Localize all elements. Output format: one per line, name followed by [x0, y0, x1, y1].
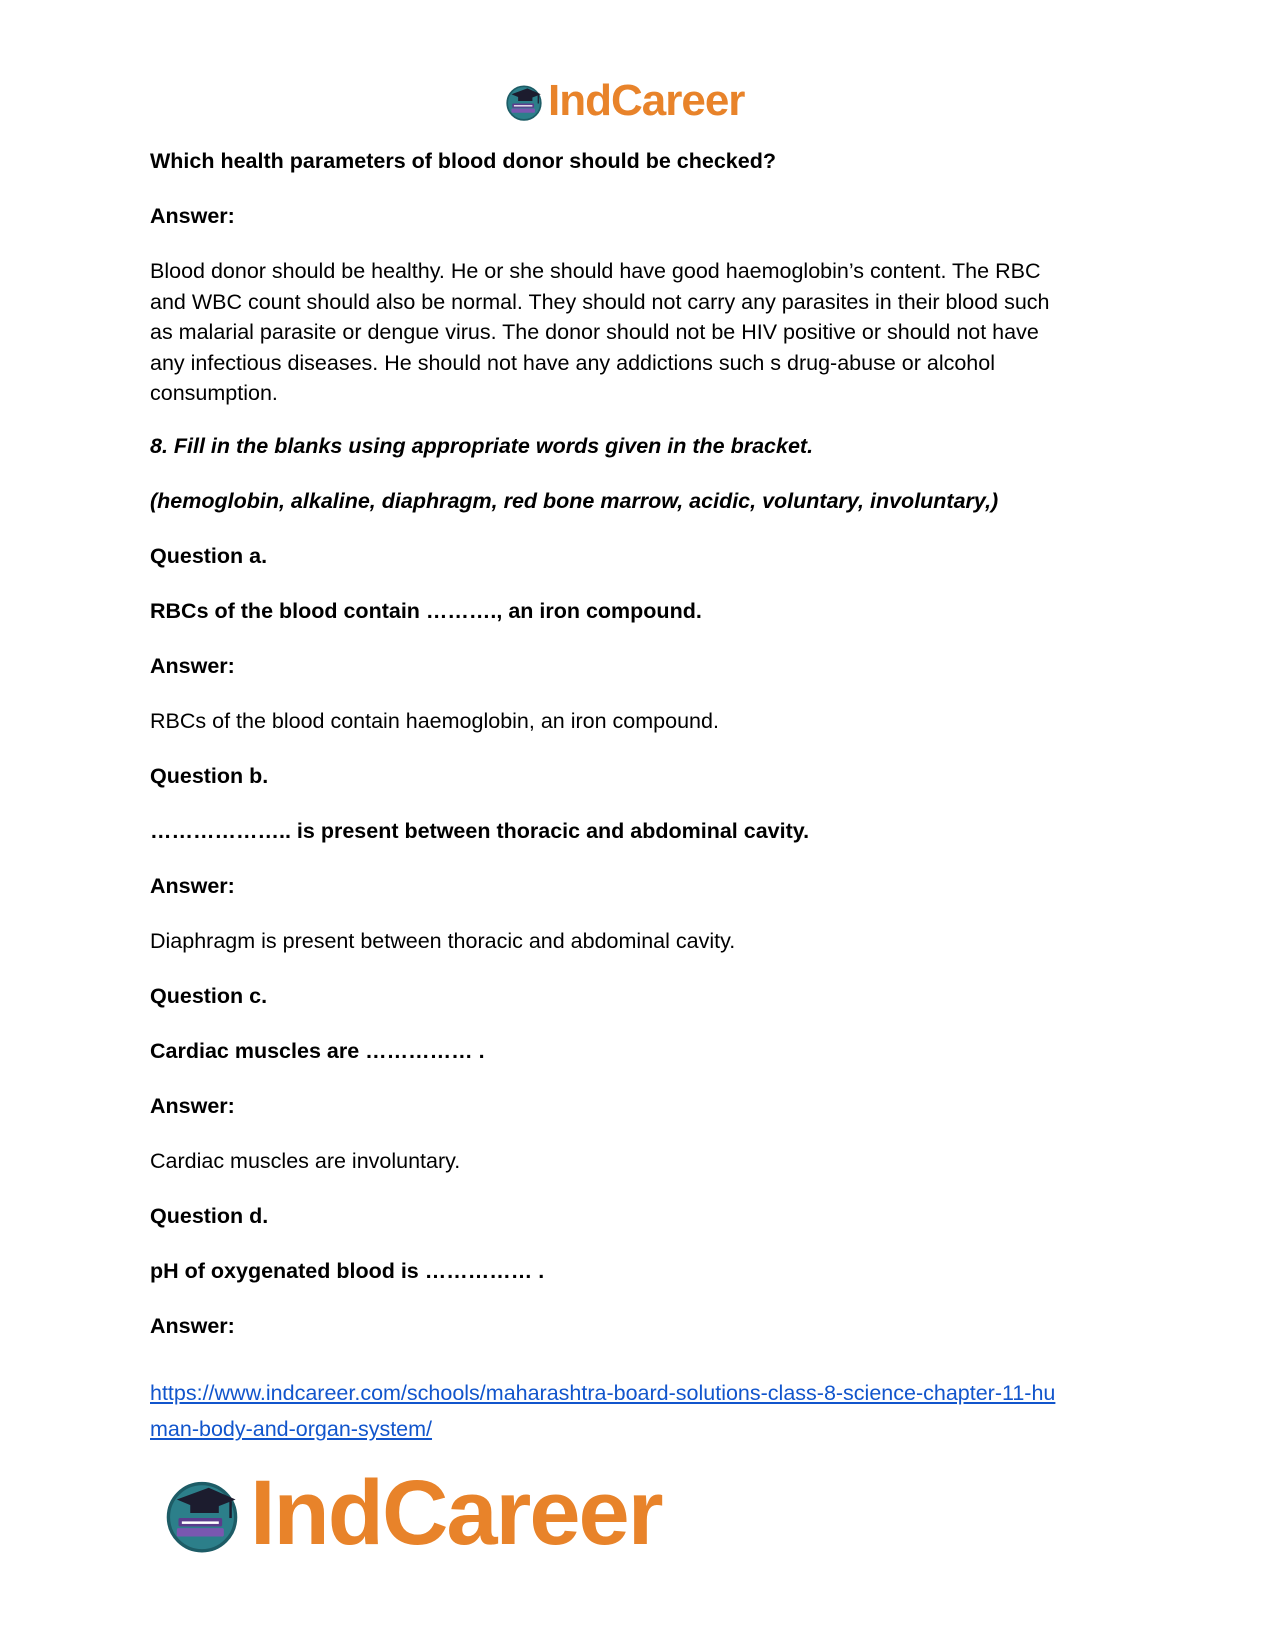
graduation-cap-book-icon — [160, 1471, 244, 1555]
footer-logo — [160, 1463, 662, 1563]
header-logo-text: IndCareer — [548, 76, 745, 125]
answer-line: as malarial parasite or dengue virus. The donor should not be HIV positive or should not have — [150, 320, 1039, 344]
source-url-line-2[interactable]: man-body-and-organ-system/ — [150, 1417, 433, 1441]
question-text: pH of oxygenated blood is …………… . — [150, 1259, 545, 1283]
answer-text: RBCs of the blood contain haemoglobin, an iron compound. — [150, 709, 719, 733]
question-label: Question d. — [150, 1204, 269, 1228]
word-bank: (hemoglobin, alkaline, diaphragm, red bone marrow, acidic, voluntary, involuntary,) — [150, 489, 999, 513]
question-text: ……………….. is present between thoracic and abdominal cavity. — [150, 819, 810, 843]
footer-logo-text: IndCareer — [250, 1461, 662, 1564]
answer-label: Answer: — [150, 654, 235, 678]
answer-line: and WBC count should also be normal. They should not carry any parasites in their blood such — [150, 289, 1050, 314]
answer-line: any infectious diseases. He should not have any addictions such s drug-abuse or alcohol — [150, 350, 995, 375]
answer-label: Answer: — [150, 874, 235, 898]
answer-text: Diaphragm is present between thoracic and abdominal cavity. — [150, 929, 736, 953]
header-logo — [503, 76, 744, 126]
answer-label: Answer: — [150, 204, 235, 228]
answer-paragraph — [150, 256, 1125, 409]
graduation-cap-book-icon — [503, 80, 545, 122]
question-label: Question a. — [150, 544, 268, 568]
answer-line: Blood donor should be healthy. He or she should have good haemoglobin’s content. The RBC — [150, 259, 1041, 283]
answer-label: Answer: — [150, 1314, 235, 1338]
answer-text: Cardiac muscles are involuntary. — [150, 1149, 461, 1173]
question-text: RBCs of the blood contain ………., an iron compound. — [150, 599, 702, 623]
question-label: Question b. — [150, 764, 269, 788]
source-url-line-1[interactable]: https://www.indcareer.com/schools/maharashtra-board-solutions-class-8-science-chapter-11-hu — [150, 1381, 1056, 1405]
question-label: Question c. — [150, 984, 268, 1008]
answer-line: consumption. — [150, 381, 278, 405]
question-heading-prev: Which health parameters of blood donor should be checked? — [150, 149, 776, 173]
section-heading: 8. Fill in the blanks using appropriate words given in the bracket. — [150, 434, 814, 458]
source-url-link[interactable] — [150, 1375, 1055, 1447]
answer-label: Answer: — [150, 1094, 235, 1118]
question-text: Cardiac muscles are …………… . — [150, 1039, 485, 1063]
